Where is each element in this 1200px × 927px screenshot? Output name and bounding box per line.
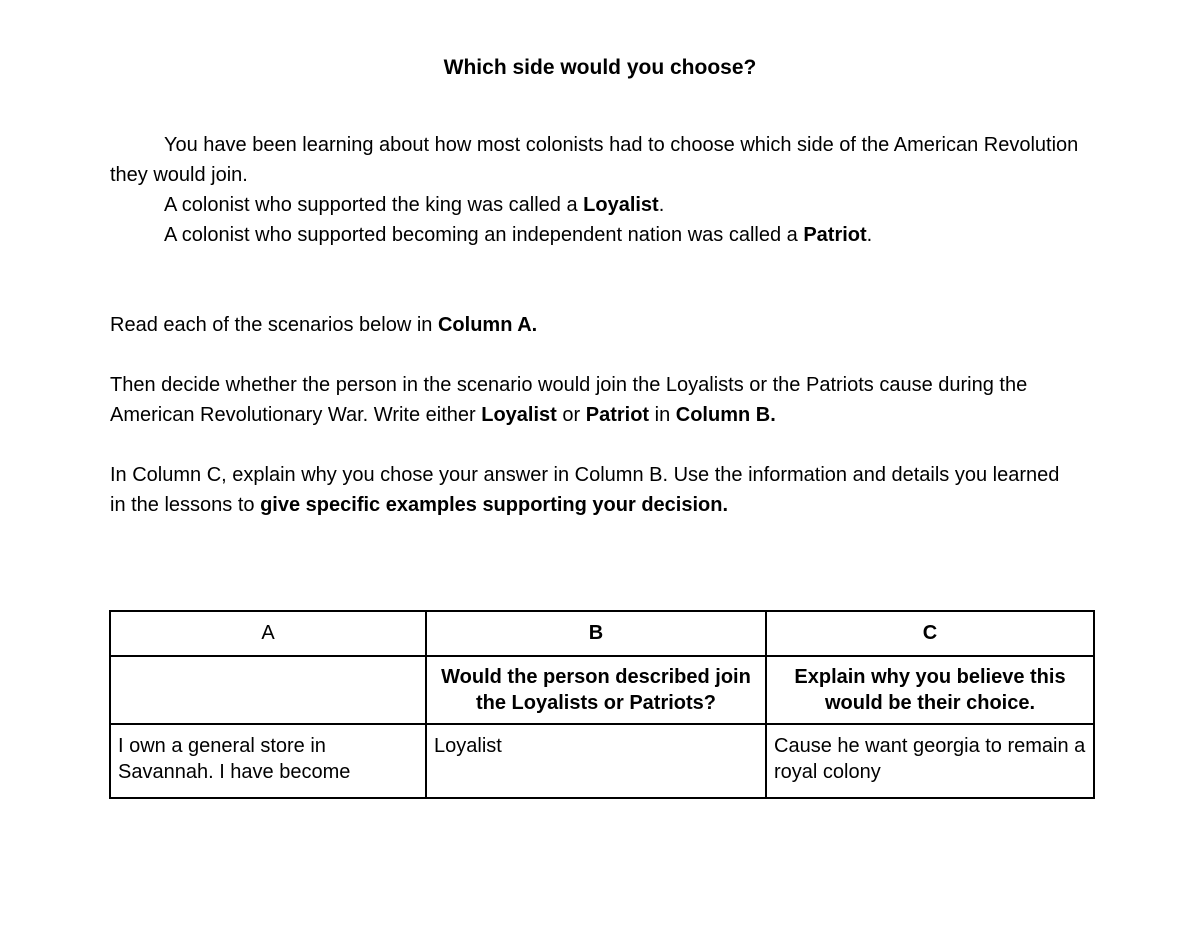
explain-instruction: In Column C, explain why you chose your answer in Column B. Use the information and details you learned in the lessons to give specific examples supporting your decision.	[110, 464, 1060, 516]
column-b-header: B	[426, 611, 766, 656]
table-row	[110, 724, 1094, 798]
intro-line: You have been learning about how most colonists had to choose which side of the American Revolution they would join.	[110, 134, 1079, 186]
loyalist-term: Loyalist	[583, 194, 659, 216]
patriot-term: Patriot	[803, 224, 867, 246]
column-c-header: C	[766, 611, 1094, 656]
column-a-header: A	[110, 611, 426, 656]
read-instruction: Read each of the scenarios below in Column A.	[110, 314, 538, 336]
loyalist-definition: A colonist who supported the king was called a Loyalist.	[164, 194, 665, 216]
scenario-cell[interactable]: I own a general store in Savannah. I have become	[110, 724, 426, 798]
column-c-subheader: Explain why you believe this would be their choice.	[766, 656, 1094, 724]
table-subheader-row	[110, 656, 1094, 724]
patriot-definition: A colonist who supported becoming an independent nation was called a Patriot.	[164, 224, 873, 246]
decide-instruction: Then decide whether the person in the scenario would join the Loyalists or the Patriots cause during the American Revolutionary War. Write either Loyalist or Patriot in Column B.	[110, 374, 1028, 426]
choice-cell[interactable]: Loyalist	[426, 724, 766, 798]
column-b-subheader: Would the person described join the Loyalists or Patriots?	[426, 656, 766, 724]
explanation-cell[interactable]: Cause he want georgia to remain a royal colony	[766, 724, 1094, 798]
table-header-row	[110, 611, 1094, 656]
intro-text	[110, 130, 1100, 250]
scenario-table	[109, 610, 1095, 799]
column-a-subheader	[110, 656, 426, 724]
page-title: Which side would you choose?	[443, 56, 757, 79]
